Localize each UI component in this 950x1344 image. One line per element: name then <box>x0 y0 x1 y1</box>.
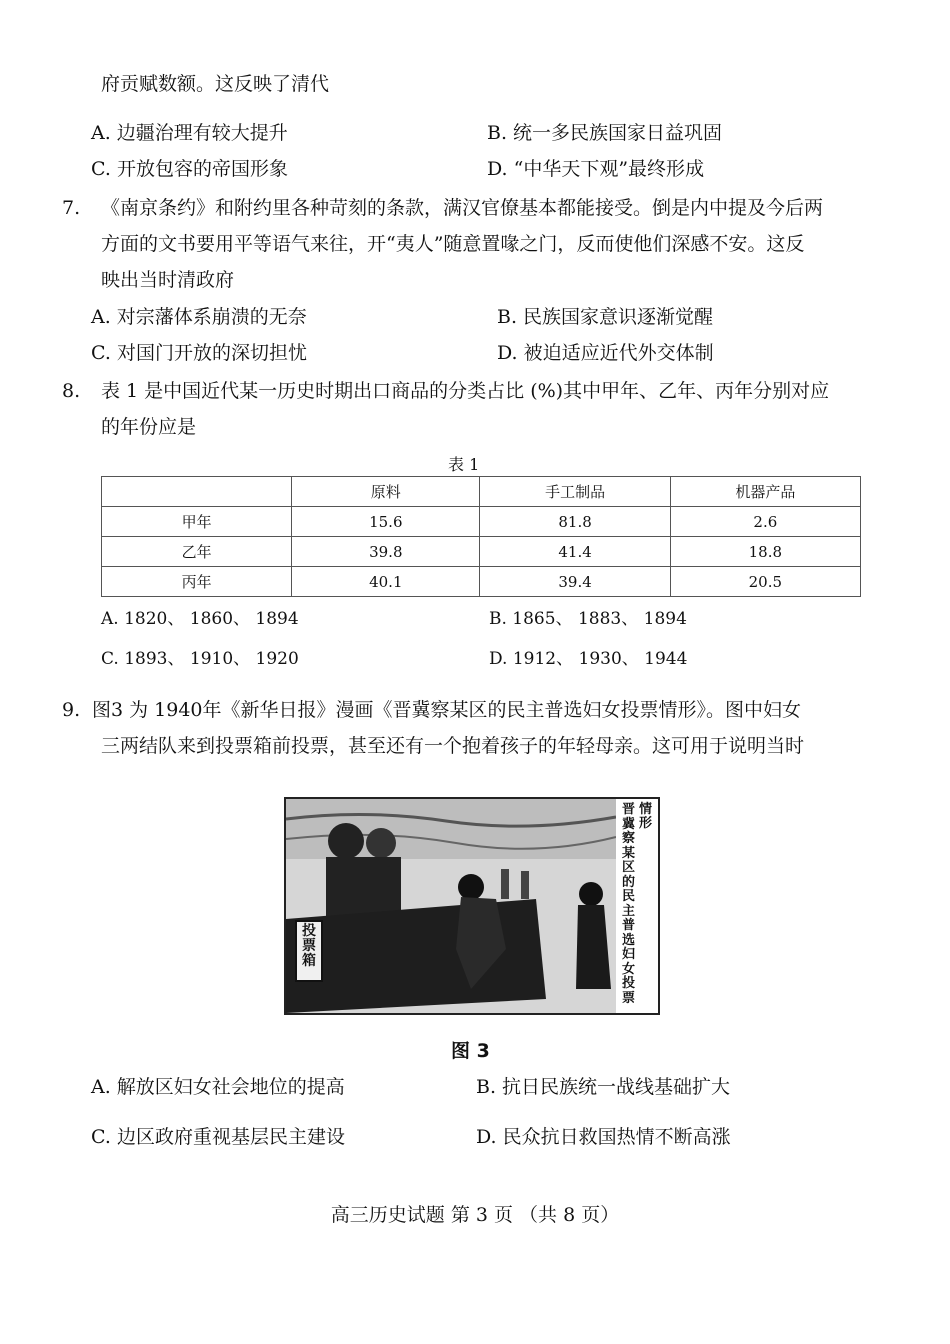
figure-side-title-2: 晋冀察某区的民主普选妇女投票 <box>622 802 636 1006</box>
table-cell: 39.4 <box>480 567 670 597</box>
table-cell: 甲年 <box>102 507 292 537</box>
q7-stem-line2: 方面的文书要用平等语气来往，开“夷人”随意置喙之门，反而使他们深感不安。这反 <box>101 233 805 255</box>
page-footer: 高三历史试题 第 3 页 （共 8 页） <box>330 1204 620 1226</box>
q7-option-a[interactable]: A. 对宗藩体系崩溃的无奈 <box>91 306 307 328</box>
table-row <box>102 507 861 537</box>
table-header-cell: 机器产品 <box>670 477 860 507</box>
q6-option-a[interactable]: A. 边疆治理有较大提升 <box>91 122 288 144</box>
q6-option-b[interactable]: B. 统一多民族国家日益巩固 <box>487 122 723 144</box>
q8-option-a[interactable]: A. 1820、 1860、 1894 <box>101 609 299 629</box>
q9-stem-line2: 三两结队来到投票箱前投票，甚至还有一个抱着孩子的年轻母亲。这可用于说明当时 <box>101 735 805 757</box>
table-cell: 2.6 <box>670 507 860 537</box>
table-cell: 15.6 <box>292 507 480 537</box>
q8-option-b[interactable]: B. 1865、 1883、 1894 <box>489 609 687 629</box>
table-header-cell <box>102 477 292 507</box>
table-caption: 表 1 <box>448 455 480 474</box>
q9-option-c[interactable]: C. 边区政府重视基层民主建设 <box>91 1126 345 1148</box>
table-cell: 18.8 <box>670 537 860 567</box>
q8-option-d[interactable]: D. 1912、 1930、 1944 <box>489 649 688 669</box>
q8-stem-line2: 的年份应是 <box>101 416 197 438</box>
q6-option-d[interactable]: D. “中华天下观”最终形成 <box>487 158 705 180</box>
ballot-box-label: 投票箱 <box>302 923 316 969</box>
q8-stem-line1: 表 1 是中国近代某一历史时期出口商品的分类占比 (%)其中甲年、乙年、丙年分别对应 <box>101 380 830 402</box>
export-share-table <box>101 476 861 597</box>
q7-option-d[interactable]: D. 被迫适应近代外交体制 <box>497 342 714 364</box>
table-header-cell: 原料 <box>292 477 480 507</box>
q7-option-b[interactable]: B. 民族国家意识逐渐觉醒 <box>497 306 714 328</box>
q9-option-b[interactable]: B. 抗日民族统一战线基础扩大 <box>476 1076 731 1098</box>
q9-number: 9. <box>62 699 81 721</box>
q6-option-c[interactable]: C. 开放包容的帝国形象 <box>91 158 288 180</box>
table-cell: 39.8 <box>292 537 480 567</box>
q7-stem-line1: 《南京条约》和附约里各种苛刻的条款，满汉官僚基本都能接受。倒是内中提及今后两 <box>101 197 824 219</box>
q7-stem-line3: 映出当时清政府 <box>101 269 235 291</box>
q9-option-d[interactable]: D. 民众抗日救国热情不断高涨 <box>476 1126 731 1148</box>
figure-side-title-1: 情形 <box>639 802 653 831</box>
q7-number: 7. <box>62 197 81 219</box>
figure-caption: 图 3 <box>451 1040 490 1062</box>
table-cell: 丙年 <box>102 567 292 597</box>
table-cell: 乙年 <box>102 537 292 567</box>
table-row <box>102 537 861 567</box>
table-row <box>102 567 861 597</box>
table-header-cell: 手工制品 <box>480 477 670 507</box>
table-cell: 20.5 <box>670 567 860 597</box>
q8-number: 8. <box>62 380 81 402</box>
q6-tail-text: 府贡赋数额。这反映了清代 <box>101 73 330 95</box>
q9-stem-line1: 图3 为 1940年《新华日报》漫画《晋冀察某区的民主普选妇女投票情形》。图中妇女 <box>92 699 802 721</box>
q8-option-c[interactable]: C. 1893、 1910、 1920 <box>101 649 299 669</box>
table-cell: 81.8 <box>480 507 670 537</box>
table-header-row <box>102 477 861 507</box>
voting-cartoon-illustration <box>286 799 658 1013</box>
table-cell: 40.1 <box>292 567 480 597</box>
q9-option-a[interactable]: A. 解放区妇女社会地位的提高 <box>91 1076 345 1098</box>
table-cell: 41.4 <box>480 537 670 567</box>
q7-option-c[interactable]: C. 对国门开放的深切担忧 <box>91 342 307 364</box>
voting-cartoon-figure <box>284 797 660 1015</box>
